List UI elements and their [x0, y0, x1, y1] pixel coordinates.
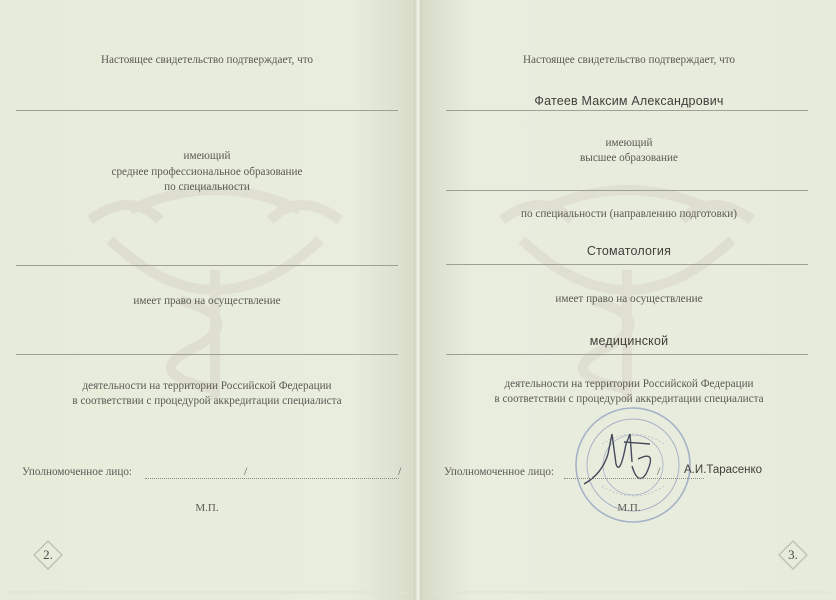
slash-1: / — [244, 464, 248, 478]
activity-line-1: деятельности на территории Российской Федерации — [504, 378, 754, 390]
right-page — [422, 0, 836, 600]
right-label: имеет право на осуществление — [555, 293, 703, 305]
page-number: 3. — [788, 547, 798, 562]
activity-type: медицинской — [589, 334, 669, 348]
education-underline — [446, 190, 808, 191]
education-line-3: по специальности — [164, 181, 250, 193]
authorized-label: Уполномоченное лицо: — [444, 466, 555, 478]
specialty-value: Стоматология — [586, 244, 672, 258]
slash-2: / — [398, 464, 402, 478]
activity-line — [16, 354, 398, 355]
authorized-label: Уполномоченное лицо: — [22, 466, 133, 478]
left-page — [0, 0, 414, 600]
header-text: Настоящее свидетельство подтверждает, что — [100, 54, 314, 66]
right-label: имеет право на осуществление — [133, 295, 281, 307]
page-number-frame-icon — [33, 540, 63, 570]
signature-line — [145, 478, 399, 479]
header-text: Настоящее свидетельство подтверждает, что — [522, 54, 736, 66]
name-line — [16, 110, 398, 111]
slash: / — [657, 464, 661, 478]
page-number-frame-icon — [778, 540, 808, 570]
activity-line-2: в соответствии с процедурой аккредитации специалиста — [72, 395, 342, 407]
activity-line-2: в соответствии с процедурой аккредитации специалиста — [494, 393, 764, 405]
education-line-1: имеющий — [605, 137, 653, 149]
activity-line — [446, 354, 808, 355]
authorized-person-row — [22, 466, 407, 482]
education-line-2: высшее образование — [580, 152, 678, 164]
authorized-person-row — [444, 466, 829, 482]
seal-label: М.П. — [195, 502, 219, 514]
signature-line — [564, 478, 704, 479]
specialty-line — [16, 265, 398, 266]
book-spine — [414, 0, 422, 600]
signer-name: А.И.Тарасенко — [684, 464, 763, 476]
page-number: 2. — [43, 547, 53, 562]
page-number-badge — [778, 540, 808, 570]
education-line-2: среднее профессиональное образование — [111, 166, 303, 178]
seal-label: М.П. — [617, 502, 641, 514]
specialty-line — [446, 264, 808, 265]
specialty-label: по специальности (направлению подготовки) — [521, 208, 737, 220]
holder-name: Фатеев Максим Александрович — [534, 94, 724, 108]
name-line — [446, 110, 808, 111]
page-number-badge — [33, 540, 63, 570]
bowl-of-hygieia-watermark-icon — [482, 150, 772, 410]
education-line-1: имеющий — [183, 150, 231, 162]
activity-line-1: деятельности на территории Российской Федерации — [82, 380, 332, 392]
